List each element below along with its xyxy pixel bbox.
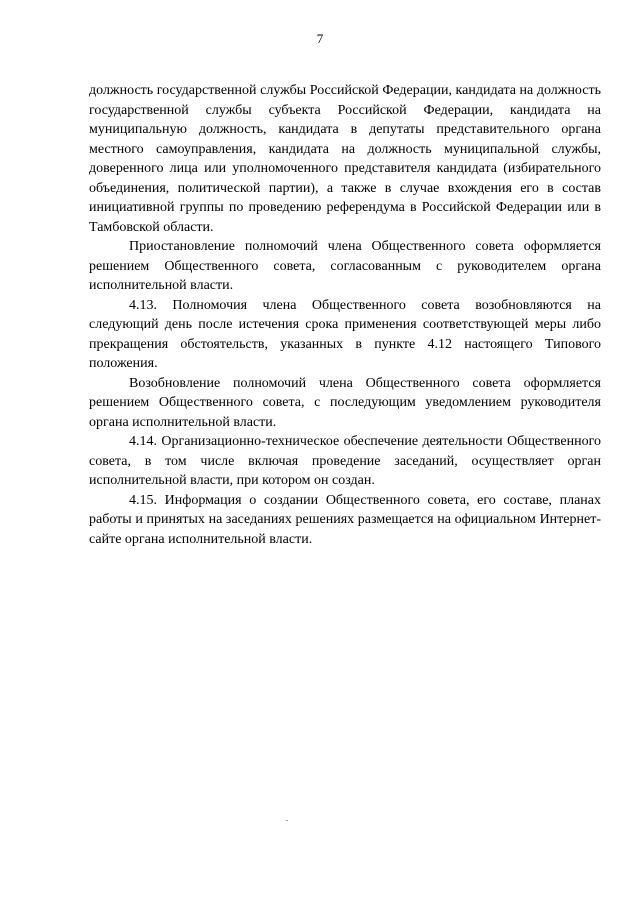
paragraph-continuation: должность государственной службы Российской Федерации, кандидата на должность государственной службы субъекта Российской Федерации, кандидата на муниципальную должность, кандидата в депутаты представительного органа местного самоуправления, кандидата на должность муниципальной службы, доверенного лица или уполномоченного представителя кандидата (избирательного объединения, политической партии), а также в случае вхождения его в состав инициативной группы по проведению референдума в Российской Федерации или в Тамбовской области. — [89, 83, 601, 235]
paragraph-4-13: 4.13. Полномочия члена Общественного совета возобновляются на следующий день после истечения срока применения соответствующей меры либо прекращения обстоятельств, указанных в пункте 4.12 настоящего Типового положения. — [89, 297, 601, 371]
paragraph-resumption: Возобновление полномочий члена Общественного совета оформляется решением Общественного совета, с последующим уведомлением руководителя органа исполнительной власти. — [89, 375, 601, 430]
paragraph-4-15: 4.15. Информация о создании Общественного совета, его составе, планах работы и принятых на заседаниях решениях размещается на официальном Интернет-сайте органа исполнительной власти. — [89, 492, 601, 547]
paragraph-suspension: Приостановление полномочий члена Общественного совета оформляется решением Общественного совета, согласованным с руководителем органа исполнительной власти. — [89, 239, 601, 293]
paragraph-4-14: 4.14. Организационно-техническое обеспечение деятельности Общественного совета, в том числе включая проведение заседаний, осуществляет орган исполнительной власти, при котором он создан. — [89, 434, 601, 488]
scan-speck — [286, 820, 288, 821]
document-body — [89, 81, 601, 549]
page-number: 7 — [316, 31, 324, 46]
